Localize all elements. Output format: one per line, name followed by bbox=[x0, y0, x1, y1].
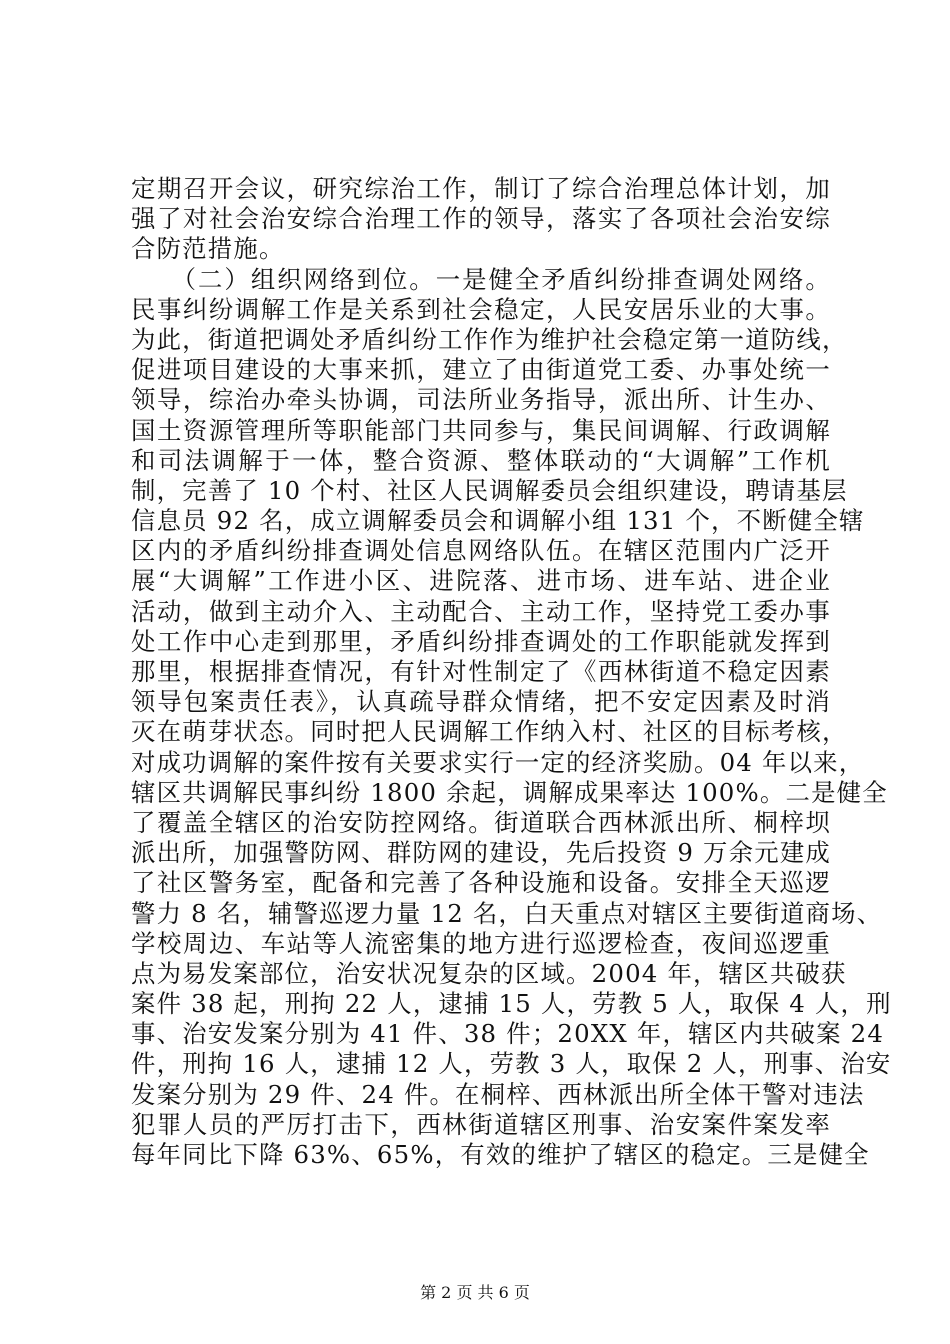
text-line: 灭在萌芽状态。同时把人民调解工作纳入村、社区的目标考核， bbox=[131, 717, 848, 747]
text-line: 件，刑拘 16 人，逮捕 12 人，劳教 3 人，取保 2 人，刑事、治安 bbox=[131, 1049, 892, 1079]
text-line: 领导，综治办牵头协调，司法所业务指导，派出所、计生办、 bbox=[131, 385, 831, 415]
text-line: 犯罪人员的严厉打击下，西林街道辖区刑事、治安案件案发率 bbox=[131, 1109, 831, 1139]
text-line: 国土资源管理所等职能部门共同参与，集民间调解、行政调解 bbox=[131, 415, 831, 445]
text-line: 对成功调解的案件按有关要求实行一定的经济奖励。04 年以来， bbox=[131, 747, 865, 777]
text-line: 强了对社会治安综合治理工作的领导，落实了各项社会治安综 bbox=[131, 204, 831, 234]
text-line: 辖区共调解民事纠纷 1800 余起，调解成果率达 100%。二是健全 bbox=[131, 777, 888, 807]
text-line: 领导包案责任表》，认真疏导群众情绪，把不安定因素及时消 bbox=[131, 687, 831, 717]
text-line: 发案分别为 29 件、24 件。在桐梓、西林派出所全体干警对违法 bbox=[131, 1079, 865, 1109]
text-line: 活动，做到主动介入、主动配合、主动工作，坚持党工委办事 bbox=[131, 596, 831, 626]
text-line: 民事纠纷调解工作是关系到社会稳定，人民安居乐业的大事。 bbox=[131, 294, 831, 324]
text-line: 合防范措施。 bbox=[131, 234, 285, 264]
text-line: 了社区警务室，配备和完善了各种设施和设备。安排全天巡逻 bbox=[131, 868, 831, 898]
body-text bbox=[131, 174, 892, 1170]
text-line: 定期召开会议，研究综治工作，制订了综合治理总体计划，加 bbox=[131, 174, 831, 203]
text-line: 制，完善了 10 个村、社区人民调解委员会组织建设，聘请基层 bbox=[131, 475, 848, 505]
text-line: 促进项目建设的大事来抓，建立了由街道党工委、办事处统一 bbox=[131, 355, 831, 385]
text-line: 为此，街道把调处矛盾纠纷工作作为维护社会稳定第一道防线， bbox=[131, 324, 848, 354]
text-line: 派出所，加强警防网、群防网的建设，先后投资 9 万余元建成 bbox=[131, 838, 831, 868]
text-line: 处工作中心走到那里，矛盾纠纷排查调处的工作职能就发挥到 bbox=[131, 626, 831, 656]
page-footer bbox=[0, 1283, 950, 1303]
text-line: （二）组织网络到位。一是健全矛盾纠纷排查调处网络。 bbox=[131, 264, 831, 294]
page-number-label: 第 2 页 共 6 页 bbox=[420, 1283, 530, 1302]
text-line: 每年同比下降 63%、65%，有效的维护了辖区的稳定。三是健全 bbox=[131, 1140, 870, 1169]
text-line: 了覆盖全辖区的治安防控网络。街道联合西林派出所、桐梓坝 bbox=[131, 807, 831, 837]
text-line: 那里，根据排查情况，有针对性制定了《西林街道不稳定因素 bbox=[131, 657, 831, 686]
text-line: 警力 8 名，辅警巡逻力量 12 名，白天重点对辖区主要街道商场、 bbox=[131, 898, 883, 928]
text-line: 展“大调解”工作进小区、进院落、进市场、进车站、进企业 bbox=[131, 566, 831, 596]
text-line: 事、治安发案分别为 41 件、38 件；20XX 年，辖区内共破案 24 bbox=[131, 1019, 885, 1049]
text-line: 案件 38 起，刑拘 22 人，逮捕 15 人，劳教 5 人，取保 4 人，刑 bbox=[131, 989, 892, 1019]
text-line: 信息员 92 名，成立调解委员会和调解小组 131 个，不断健全辖 bbox=[131, 506, 865, 536]
text-line: 和司法调解于一体，整合资源、整体联动的“大调解”工作机 bbox=[131, 445, 831, 475]
text-line: 区内的矛盾纠纷排查调处信息网络队伍。在辖区范围内广泛开 bbox=[131, 536, 831, 566]
text-line: 学校周边、车站等人流密集的地方进行巡逻检查，夜间巡逻重 bbox=[131, 928, 831, 958]
text-line: 点为易发案部位，治安状况复杂的区域。2004 年，辖区共破获 bbox=[131, 958, 847, 988]
